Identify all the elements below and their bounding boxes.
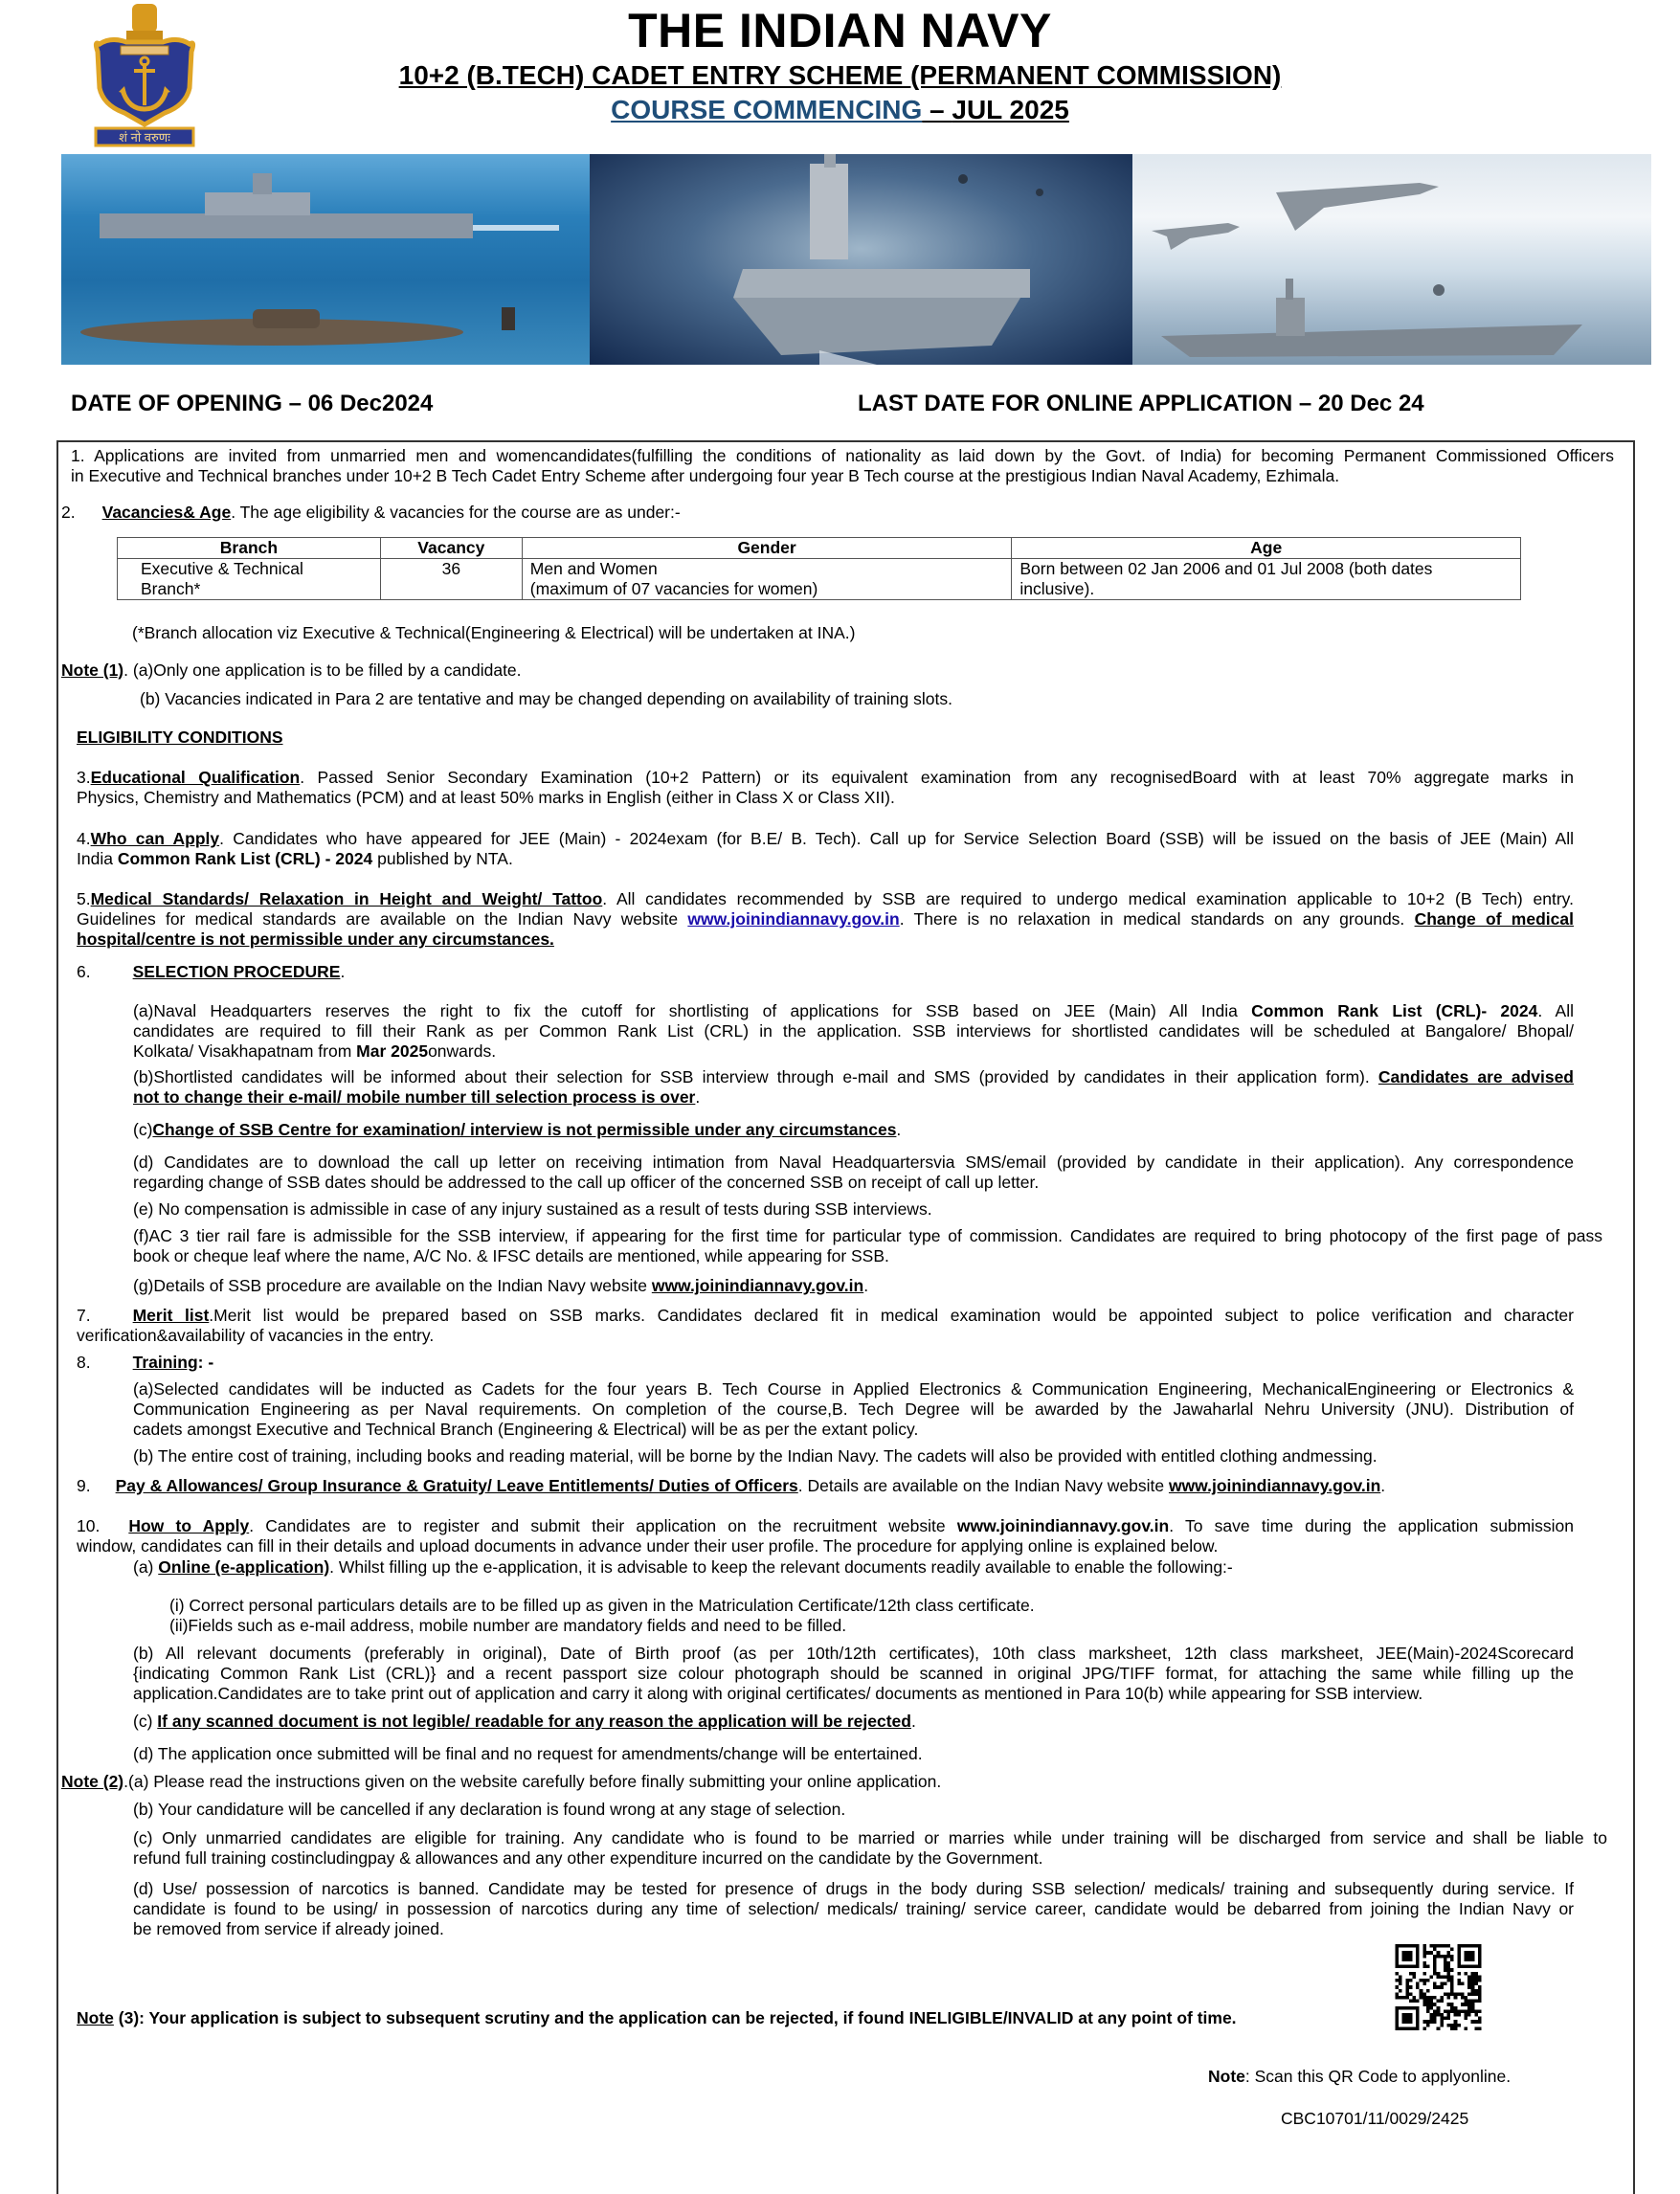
note2-b: (b) Your candidature will be cancelled if any declaration is found wrong at any stage of selection. [133, 1800, 846, 1819]
para6-heading: SELECTION PROCEDURE [132, 962, 341, 981]
para5-line2-pre: Guidelines for medical standards are available on the Indian Navy website [77, 909, 688, 929]
para8-heading: Training [132, 1353, 198, 1372]
para10-a [133, 1557, 1233, 1578]
para8-a-line1: (a)Selected candidates will be inducted as Cadets for the four years B. Tech Course in Applied Electronics & Communication Engineering, MechanicalEngineering or Electronics & [133, 1379, 1574, 1399]
para4-line1-text: . Candidates who have appeared for JEE (Main) - 2024exam (for B.E/ B. Tech). Call up for Service Selection Board (SSB) will be issued on the basis of JEE (Main) All [219, 829, 1574, 848]
cell-gender [522, 559, 1012, 600]
joinindiannavy-link[interactable]: www.joinindiannavy.gov.in [687, 909, 900, 929]
para6-a-line1-pre: (a)Naval Headquarters reserves the right to fix the cutoff for shortlisting of applications for SSB based on JEE (Main) All India [133, 1001, 1252, 1020]
note3-text-pre: (3): Your application is subject to subsequent scrutiny and the application can be rejected, if found [113, 2008, 909, 2027]
para10-c-bold: If any scanned document is not legible/ readable for any reason the application will be rejected [157, 1712, 911, 1731]
note2-d-line2: candidate is found to be using/ in possession of narcotics during any time of selection/ medicals/ training/ service career, candidate would be debarred from joining the Indian Navy or [133, 1899, 1574, 1918]
para5-line1-text: . All candidates recommended by SSB are required to undergo medical examination applicable to 10+2 (B Tech) entry. [602, 889, 1574, 908]
para10-line1 [77, 1516, 1574, 1536]
para7-number: 7. [77, 1306, 91, 1325]
para10-a-text: . Whilst filling up the e-application, it is advisable to keep the relevant documents readily available to enable the following:- [329, 1557, 1233, 1577]
cell-gender-line2: (maximum of 07 vacancies for women) [529, 579, 818, 598]
header-vacancy: Vacancy [380, 538, 522, 559]
para6-g: (g)Details of SSB procedure are available on the Indian Navy website www.joinindiannavy.gov.in. [133, 1276, 869, 1295]
para10-line2: window, candidates can fill in their details and upload documents in advance under their user profile. The procedure for applying online is explained below. [77, 1536, 1219, 1556]
course-commencing [0, 94, 1680, 126]
para4-number: 4. [77, 829, 91, 848]
para6-c-pre: (c) [133, 1120, 153, 1139]
para6-g-pre: (g)Details of SSB procedure are available on the Indian Navy website [133, 1276, 652, 1295]
para5-change-medical: Change of medical [1414, 909, 1574, 929]
note3-text-post: at any point of time. [1073, 2008, 1237, 2027]
note1-a [61, 660, 522, 681]
note2-d-line3: be removed from service if already joined. [133, 1919, 444, 1938]
para9-number: 9. [77, 1476, 91, 1495]
para10-b-line1: (b) All relevant documents (preferably in original), Date of Birth proof (as per 10th/12th certificates), 10th class marksheet, 12th class marksheet, JEE(Main)-2024Scorecard [133, 1644, 1574, 1663]
para6-g-link[interactable]: www.joinindiannavy.gov.in [651, 1276, 864, 1295]
note3-ineligible: INELIGIBLE/INVALID [908, 2008, 1074, 2027]
scheme-subtitle-text: 10+2 (B.TECH) CADET ENTRY SCHEME (PERMANENT COMMISSION) [398, 60, 1282, 90]
branch-footnote: (*Branch allocation viz Executive & Technical(Engineering & Electrical) will be undertaken at INA.) [132, 623, 856, 642]
para10-a-i: (i) Correct personal particulars details are to be filled up as given in the Matriculation Certificate/12th class certificate. [169, 1596, 1035, 1615]
para5-line3: hospital/centre is not permissible under any circumstances. [77, 929, 554, 949]
para6-b-line2: not to change their e-mail/ mobile number till selection process is over. [133, 1087, 701, 1107]
para4-heading: Who can Apply [90, 829, 220, 848]
para4-line2-post: published by NTA. [372, 849, 513, 868]
para6-b-line1-pre: (b)Shortlisted candidates will be informed about their selection for SSB interview through e-mail and SMS (provided by candidates in their application form). [133, 1067, 1378, 1086]
frigate-and-submarine-photo [61, 154, 590, 365]
para9-link[interactable]: www.joinindiannavy.gov.in [1168, 1476, 1381, 1495]
para4-line1 [77, 829, 1574, 849]
note2-label: Note (2) [61, 1772, 124, 1791]
date-of-opening: DATE OF OPENING – 06 Dec2024 [71, 391, 434, 416]
para6-f-line1: (f)AC 3 tier rail fare is admissible for the SSB interview, if appearing for the first time for particular type of commission. Candidates are required to bring photocopy of the first page of pass [133, 1226, 1602, 1245]
para10-b-line3: application.Candidates are to take print out of application and carry it along with original certificates/ documents as mentioned in Para 10(b) while appearing for SSB interview. [133, 1684, 1423, 1703]
para10-a-pre: (a) [133, 1557, 159, 1577]
para2-number: 2. [61, 503, 76, 522]
para8-b: (b) The entire cost of training, including books and reading material, will be borne by the Indian Navy. The cadets will also be provided with entitled clothing andmessing. [133, 1446, 1378, 1466]
emblem-motto: शं नो वरुणः [119, 130, 170, 145]
course-dash: – [922, 95, 952, 124]
para4-line2 [77, 849, 513, 869]
note3-label: Note [77, 2008, 114, 2027]
para6-c-bold: Change of SSB Centre for examination/ interview is not permissible under any circumstances [152, 1120, 897, 1139]
para2 [61, 503, 681, 523]
para9-text: . Details are available on the Indian Navy website [797, 1476, 1169, 1495]
para10-heading: How to Apply [128, 1516, 250, 1535]
para6-a-line1-post: . All [1537, 1001, 1574, 1020]
para9: 9. Pay & Allowances/ Group Insurance & Gratuity/ Leave Entitlements/ Duties of Officers. Details are available on the Indian Navy website www.joinindiannavy.gov.in. [77, 1476, 1386, 1495]
para6-number: 6. [77, 962, 91, 981]
para6-b-line1 [133, 1067, 1574, 1087]
para6-d-line2: regarding change of SSB dates should be addressed to the call up officer of the concerned SSB on receipt of call up letter. [133, 1173, 1040, 1192]
para10-line1-post: . To save time during the application submission [1169, 1516, 1574, 1535]
para7-line1-text: .Merit list would be prepared based on SSB marks. Candidates declared fit in medical examination would be appointed subject to police verification and character [209, 1306, 1574, 1325]
note2-a-text: .(a) Please read the instructions given on the website carefully before finally submitting your online application. [123, 1772, 942, 1791]
para10-a-ii: (ii)Fields such as e-mail address, mobile number are mandatory fields and need to be filled. [169, 1616, 847, 1635]
cell-vacancy: 36 [380, 559, 522, 600]
eligibility-heading: ELIGIBILITY CONDITIONS [77, 728, 283, 747]
note3 [77, 2008, 1237, 2028]
para10-line1-pre: . Candidates are to register and submit their application on the recruitment website [249, 1516, 957, 1535]
para2-heading: Vacancies& Age [101, 503, 232, 522]
para6-a-line1 [133, 1001, 1574, 1021]
para8-heading-suffix: : - [197, 1353, 214, 1372]
para6-f-line2: book or cheque leaf where the name, A/C No. & IFSC details are mentioned, while appearing for SSB. [133, 1246, 889, 1265]
page-title: THE INDIAN NAVY [628, 4, 1052, 57]
aircraft-carrier-photo [590, 154, 1132, 365]
para3-line2: Physics, Chemistry and Mathematics (PCM) and at least 50% marks in English (either in Class X or Class XII). [77, 788, 895, 807]
para6-a-line2: candidates are required to fill their Rank as per Common Rank List (CRL) in the application. SSB interviews for shortlisted candidates will be scheduled at Bangalore/ Bhopal/ [133, 1021, 1574, 1041]
para10-c-pre: (c) [133, 1712, 158, 1731]
para6-a-line3 [133, 1041, 496, 1062]
para4-crl: Common Rank List (CRL) - 2024 [117, 849, 373, 868]
qr-note [1208, 2067, 1511, 2087]
table-row [118, 559, 1521, 600]
para3-number: 3. [77, 768, 91, 787]
para6-a-mar2025: Mar 2025 [356, 1041, 429, 1061]
note1-a-text: . (a)Only one application is to be filled by a candidate. [123, 660, 522, 680]
para10-website[interactable]: www.joinindiannavy.gov.in [956, 1516, 1170, 1535]
para1-line2: in Executive and Technical branches under 10+2 B Tech Cadet Entry Scheme after undergoing four year B Tech course at the prestigious Indian Naval Academy, Ezhimala. [71, 466, 1340, 485]
reference-code: CBC10701/11/0029/2425 [1281, 2109, 1469, 2128]
vacancy-table-header-row [118, 538, 1521, 559]
qr-note-text: : Scan this QR Code to applyonline. [1244, 2067, 1512, 2086]
para5-number: 5. [77, 889, 91, 908]
para6-a-line3-post: onwards. [428, 1041, 497, 1061]
para4-line2-pre: India [77, 849, 118, 868]
para8-a-line3: cadets amongst Executive and Technical Branch (Engineering & Electrical) will be as per the extant policy. [133, 1420, 919, 1439]
para2-text: . The age eligibility & vacancies for the course are as under:- [231, 503, 681, 522]
para6-a-line3-pre: Kolkata/ Visakhapatnam from [133, 1041, 357, 1061]
header-gender: Gender [522, 538, 1012, 559]
para9-heading: Pay & Allowances/ Group Insurance & Gratuity/ Leave Entitlements/ Duties of Officers [115, 1476, 798, 1495]
note1-b: (b) Vacancies indicated in Para 2 are tentative and may be changed depending on availability of training slots. [140, 689, 952, 708]
para3-line1-text: . Passed Senior Secondary Examination (10+2 Pattern) or its equivalent examination from any recognisedBoard with at least 70% aggregate marks in [300, 768, 1574, 787]
cell-branch: Executive & Technical Branch* [118, 559, 381, 600]
para10-a-heading: Online (e-application) [158, 1557, 330, 1577]
para6-a-crl: Common Rank List (CRL)- 2024 [1251, 1001, 1538, 1020]
header-branch: Branch [118, 538, 381, 559]
para3-heading: Educational Qualification [90, 768, 301, 787]
para6-e: (e) No compensation is admissible in case of any injury sustained as a result of tests during SSB interviews. [133, 1199, 932, 1219]
para6-b-advised: Candidates are advised [1378, 1067, 1575, 1086]
note2-a [61, 1772, 941, 1792]
para10-d: (d) The application once submitted will be final and no request for amendments/change will be entertained. [133, 1744, 923, 1763]
para7-heading: Merit list [132, 1306, 210, 1325]
para5-line1 [77, 889, 1574, 909]
navy-photo-banner [61, 154, 1651, 365]
para6-heading-line: 6. SELECTION PROCEDURE. [77, 962, 346, 981]
cell-age: Born between 02 Jan 2006 and 01 Jul 2008 (both dates inclusive). [1012, 559, 1521, 600]
para5-line2-post: . There is no relaxation in medical standards on any grounds. [899, 909, 1415, 929]
para6-c: (c)Change of SSB Centre for examination/ interview is not permissible under any circumstances. [133, 1120, 902, 1139]
scheme-subtitle [0, 59, 1680, 92]
para10-c: (c) If any scanned document is not legible/ readable for any reason the application will be rejected. [133, 1712, 916, 1731]
fighter-jets-and-destroyer-photo [1132, 154, 1651, 365]
para7-line2: verification&availability of vacancies in the entry. [77, 1326, 435, 1345]
para6-b-line2-bold: not to change their e-mail/ mobile number till selection process is over [133, 1087, 696, 1107]
vacancy-table [117, 537, 1521, 600]
note2-c-line1: (c) Only unmarried candidates are eligible for training. Any candidate who is found to be married or marries while under training will be discharged from service and shall be liable to [133, 1828, 1607, 1847]
note1-label: Note (1) [61, 660, 124, 680]
cell-gender-line1: Men and Women [529, 559, 658, 578]
para8-number: 8. [77, 1353, 91, 1372]
note2-c-line2: refund full training costincludingpay & allowances and any other expenditure incurred on the candidate by the Government. [133, 1848, 1043, 1868]
para10-number: 10. [77, 1516, 101, 1535]
para5-heading: Medical Standards/ Relaxation in Height and Weight/ Tattoo [90, 889, 603, 908]
para5-line2 [77, 909, 1574, 929]
apply-online-qr-code[interactable] [1387, 1944, 1490, 2030]
header-age: Age [1012, 538, 1521, 559]
last-date-online-application: LAST DATE FOR ONLINE APPLICATION – 20 Dec 24 [858, 391, 1424, 416]
para8-heading-line [77, 1353, 213, 1373]
para8-a-line2: Communication Engineering as per Naval requirements. On completion of the course,B. Tech Degree will be awarded by the Jawaharlal Nehru University (JNU). Distribution of [133, 1399, 1574, 1419]
para3-line1 [77, 768, 1574, 788]
para6-d-line1: (d) Candidates are to download the call up letter on receiving intimation from Naval Headquartersvia SMS/email (provided by candidate in their application). Any correspondence [133, 1153, 1574, 1172]
para10-b-line2: {indicating Common Rank List (CRL)} and a recent passport size colour photograph should be scanned in original JPG/TIFF format, for attaching the same while filling up the [133, 1664, 1574, 1683]
course-label: COURSE COMMENCING [611, 95, 923, 124]
para1-line1: 1. Applications are invited from unmarried men and womencandidates(fulfilling the conditions of nationality as laid down by the Govt. of India) for becoming Permanent Commissioned Officers [71, 446, 1614, 465]
course-date: JUL 2025 [952, 95, 1069, 124]
para7-line1 [77, 1306, 1574, 1326]
note2-d-line1: (d) Use/ possession of narcotics is banned. Candidate may be tested for presence of drugs in the body during SSB selection/ medicals/ training and subsequently during service. If [133, 1879, 1574, 1898]
qr-note-label: Note [1208, 2067, 1245, 2086]
